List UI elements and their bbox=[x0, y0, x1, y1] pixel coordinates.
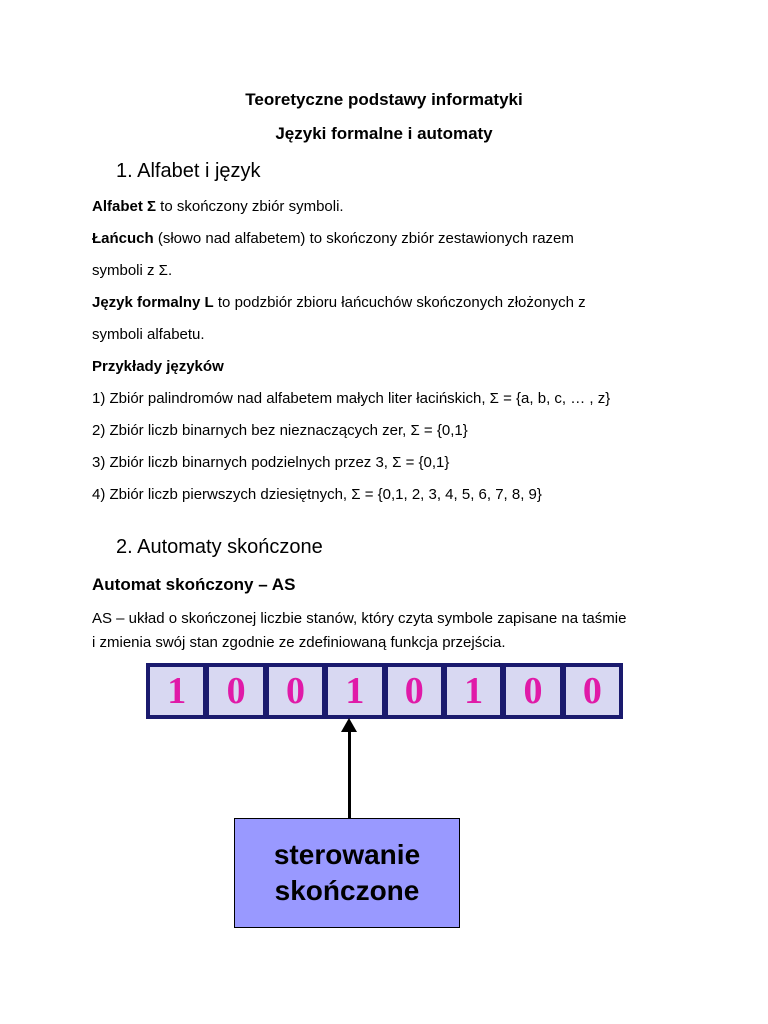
document-subtitle: Języki formalne i automaty bbox=[275, 124, 493, 143]
document-title: Teoretyczne podstawy informatyki bbox=[245, 90, 523, 109]
control-label-line2: skończone bbox=[274, 875, 420, 906]
jezyk-def-text: to podzbiór zbioru łańcuchów skończonych złożonych z bbox=[213, 294, 586, 311]
section-2-subheading: Automat skończony – AS bbox=[92, 575, 296, 594]
example-item: 2) Zbiór liczb binarnych bez nieznaczących zer, Σ = {0,1} bbox=[92, 422, 468, 439]
jezyk-definition bbox=[92, 294, 586, 312]
lancuch-term: Łańcuch bbox=[92, 230, 154, 247]
jezyk-def-line2: symboli alfabetu. bbox=[92, 326, 205, 343]
alfabet-def-text: to skończony zbiór symboli. bbox=[156, 198, 344, 215]
tape-cell: 1 bbox=[326, 665, 383, 717]
control-label-line1: sterowanie bbox=[273, 839, 421, 870]
tape-cell: 1 bbox=[148, 665, 205, 717]
tape bbox=[146, 663, 623, 719]
tape-cell: 0 bbox=[267, 665, 324, 717]
as-description-line1: AS – układ o skończonej liczbie stanów, który czyta symbole zapisane na taśmie bbox=[92, 610, 627, 627]
tape-cell: 0 bbox=[504, 665, 561, 717]
finite-control-box bbox=[234, 818, 460, 928]
read-head-arrow bbox=[348, 724, 351, 820]
alfabet-term: Alfabet Σ bbox=[92, 198, 157, 215]
section-1-heading: 1. Alfabet i język bbox=[116, 160, 261, 182]
section-2-heading: 2. Automaty skończone bbox=[116, 536, 323, 558]
lancuch-definition bbox=[92, 230, 574, 248]
tape-cell: 1 bbox=[445, 665, 502, 717]
examples-heading: Przykłady języków bbox=[92, 358, 224, 375]
tape-cell: 0 bbox=[386, 665, 443, 717]
lancuch-def-line2: symboli z Σ. bbox=[92, 262, 173, 279]
jezyk-term: Język formalny L bbox=[92, 294, 214, 311]
example-item: 4) Zbiór liczb pierwszych dziesiętnych, Σ = {0,1, 2, 3, 4, 5, 6, 7, 8, 9} bbox=[92, 486, 542, 503]
alfabet-definition bbox=[92, 198, 344, 216]
example-item: 1) Zbiór palindromów nad alfabetem małych liter łacińskich, Σ = {a, b, c, … , z} bbox=[92, 390, 611, 407]
tape-cell: 0 bbox=[207, 665, 264, 717]
as-description-line2: i zmienia swój stan zgodnie ze zdefiniowaną funkcja przejścia. bbox=[92, 634, 506, 651]
lancuch-def-text: (słowo nad alfabetem) to skończony zbiór zestawionych razem bbox=[153, 230, 574, 247]
example-item: 3) Zbiór liczb binarnych podzielnych przez 3, Σ = {0,1} bbox=[92, 454, 450, 471]
tape-cell: 0 bbox=[564, 665, 621, 717]
